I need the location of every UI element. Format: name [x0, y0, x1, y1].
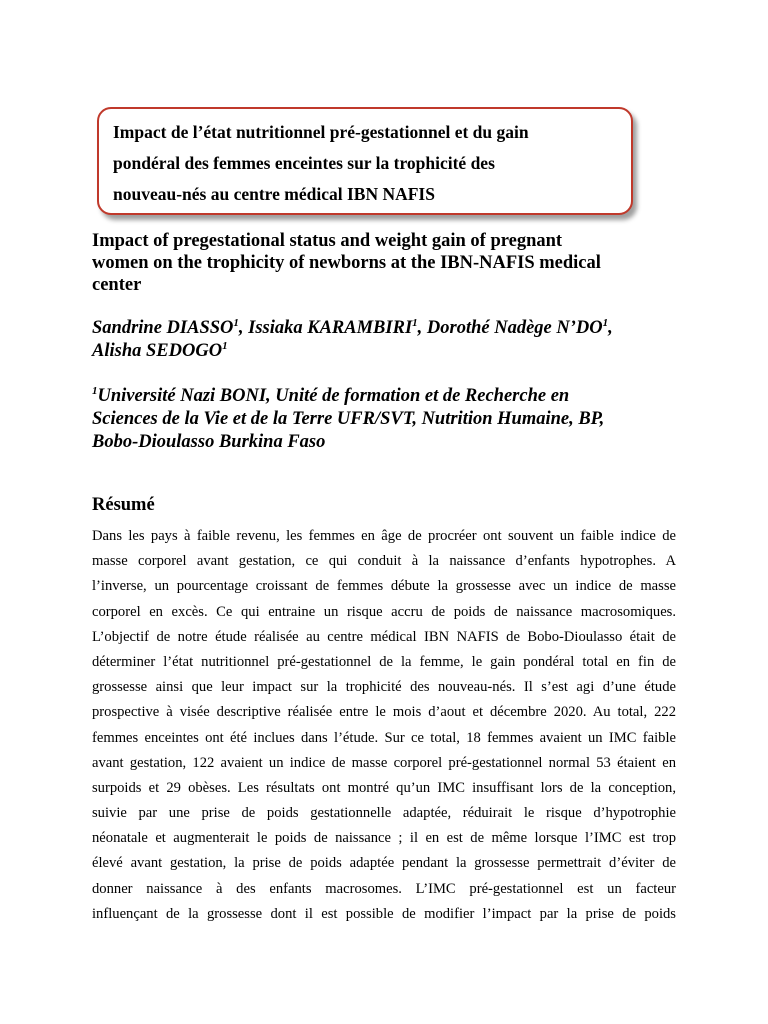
- affiliation-text: Université Nazi BONI, Unité de formation et de Recherche en: [97, 386, 570, 406]
- french-title-line: Impact de l’état nutritionnel pré-gestationnel et du gain: [113, 122, 529, 142]
- affiliation-mark: 1: [92, 384, 98, 397]
- affiliation: [92, 385, 692, 454]
- abstract-heading: Résumé: [92, 495, 155, 515]
- abstract-line: prospective à visée descriptive réalisée entre le mois d’aout et décembre 2020. Au total, 222: [92, 704, 676, 721]
- french-title-box: [97, 107, 633, 215]
- english-title-line: center: [92, 275, 142, 295]
- author-line-1: Sandrine DIASSO$^1$, Issiaka KARAMBIRI$^1$, Dorothé Nadège $N’DO^1$,: [92, 316, 613, 338]
- abstract-line: surpoids et 29 obèses. Les résultats ont montré qu’un IMC insuffisant lors de la conception,: [92, 779, 676, 796]
- affiliation-line: Sciences de la Vie et de la Terre UFR/SVT, Nutrition Humaine, BP,: [92, 409, 605, 429]
- english-title-line: Impact of pregestational status and weight gain of pregnant: [92, 231, 563, 251]
- abstract-line: femmes enceintes ont été inclues dans l’étude. Sur ce total, 18 femmes avaient un IMC faible: [92, 729, 676, 746]
- affiliation-line: [92, 385, 692, 408]
- french-title-line: nouveau-nés au centre médical IBN NAFIS: [113, 184, 435, 204]
- author-affiliation-mark: 1: [602, 316, 609, 329]
- author-affiliation-mark: 1: [233, 316, 239, 329]
- author-name: Dorothé Nadège N’DO: [426, 318, 603, 338]
- english-title-line: women on the trophicity of newborns at the IBN-NAFIS medical: [92, 253, 601, 273]
- abstract-line: masse corporel avant gestation, ce qui conduit à la naissance d’enfants hypotrophes. A: [92, 553, 676, 570]
- abstract-line: donner naissance à des enfants macrosomes. L’IMC pré-gestationnel est un facteur: [92, 880, 676, 897]
- french-title: [113, 117, 621, 210]
- abstract-line: néonatale et augmenterait le poids de naissance ; il en est de même lorsque l’IMC est trop: [92, 830, 676, 847]
- affiliation-line: Bobo-Dioulasso Burkina Faso: [92, 432, 326, 452]
- author-affiliation-mark: 1: [412, 316, 418, 329]
- abstract-line: suivie par une prise de poids gestationnelle adaptée, réduirait le risque d’hypotrophie: [92, 805, 676, 822]
- abstract-line: corporel en excès. Ce qui entraine un risque accru de poids de naissance macrosomiques.: [92, 603, 676, 620]
- abstract-line: élevé avant gestation, la prise de poids adaptée pendant la grossesse permettrait d’éviter de: [92, 855, 676, 872]
- abstract-line: grossesse ainsi que leur impact sur la trophicité des nouveau-nés. Il s’est agi d’une étude: [92, 679, 676, 696]
- abstract-line: Dans les pays à faible revenu, les femmes en âge de procréer ont souvent un faible indice de: [92, 528, 676, 544]
- abstract-line: avant gestation, 122 avaient un indice de masse corporel pré-gestationnel normal 53 étaient en: [92, 754, 676, 771]
- french-title-line: pondéral des femmes enceintes sur la trophicité des: [113, 153, 495, 173]
- abstract-line: influençant de la grossesse dont il est possible de modifier l’impact par la prise de poids: [92, 905, 676, 922]
- author-name: Alisha SEDOGO: [92, 341, 223, 361]
- abstract-line: l’inverse, un pourcentage croissant de femmes débute la grossesse avec un indice de masse: [92, 578, 676, 595]
- author-line-2: [92, 340, 692, 363]
- abstract-line: déterminer l’état nutritionnel pré-gestationnel de la femme, le gain pondéral total en fin de: [92, 653, 676, 670]
- english-title: [92, 230, 682, 296]
- abstract-line: L’objectif de notre étude réalisée au centre médical IBN NAFIS de Bobo-Dioulasso était de: [92, 628, 676, 645]
- abstract-body: [92, 524, 676, 927]
- author-list: [92, 317, 692, 363]
- author-affiliation-mark: 1: [222, 339, 228, 352]
- author-name: Issiaka KARAMBIRI: [248, 318, 413, 338]
- author-name: Sandrine DIASSO: [92, 318, 234, 338]
